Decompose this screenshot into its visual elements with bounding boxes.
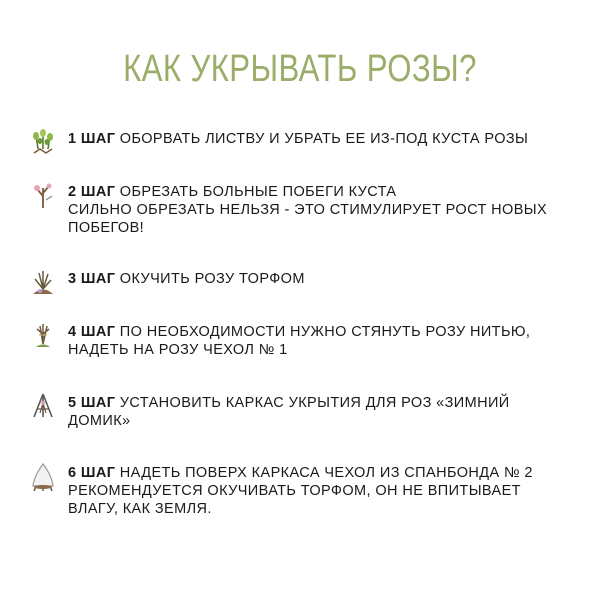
step-6 [30,464,575,518]
step-2-text [68,183,547,237]
step-4-text [68,323,530,359]
step-4-line-1-text: ПО НЕОБХОДИМОСТИ НУЖНО СТЯНУТЬ РОЗУ НИТЬЮ, [119,324,531,340]
spunbond-cover-icon [30,461,56,493]
step-5-line-1-text: УСТАНОВИТЬ КАРКАС УКРЫТИЯ ДЛЯ РОЗ «ЗИМНИЙ [119,395,510,411]
step-5-number: 5 ШАГ [68,395,116,411]
step-5 [30,394,575,430]
tied-rose-icon [30,320,56,350]
step-3 [30,270,575,297]
step-2-line-1-text: ОБРЕЗАТЬ БОЛЬНЫЕ ПОБЕГИ КУСТА [119,184,397,200]
step-6-line-3: ВЛАГУ, КАК ЗЕМЛЯ. [68,501,212,517]
step-4-line-1 [68,323,530,341]
frame-cover-icon [30,391,56,421]
pruned-branch-icon [30,180,56,210]
step-3-line-1: ОКУЧИТЬ РОЗУ ТОРФОМ [119,271,305,287]
step-1 [30,130,575,157]
step-1-line-1: ОБОРВАТЬ ЛИСТВУ И УБРАТЬ ЕЕ ИЗ-ПОД КУСТА РОЗЫ [119,131,529,147]
step-1-text [68,130,528,148]
step-4 [30,323,575,359]
step-6-number: 6 ШАГ [68,465,116,481]
step-6-line-1-text: НАДЕТЬ ПОВЕРХ КАРКАСА ЧЕХОЛ ИЗ СПАНБОНДА № 2 [119,465,533,481]
step-5-line-1 [68,394,510,412]
step-1-number: 1 ШАГ [68,131,116,147]
step-2-line-1 [68,183,547,201]
step-2-line-3: ПОБЕГОВ! [68,220,145,236]
step-4-line-2: НАДЕТЬ НА РОЗУ ЧЕХОЛ № 1 [68,342,288,358]
step-2 [30,183,575,237]
rose-leaves-icon [30,127,56,157]
step-4-number: 4 ШАГ [68,324,116,340]
step-2-line-2: СИЛЬНО ОБРЕЗАТЬ НЕЛЬЗЯ - ЭТО СТИМУЛИРУЕТ РОСТ НОВЫХ [68,202,548,218]
hilled-rose-icon [30,267,56,297]
step-3-text [68,270,305,288]
step-6-text [68,464,533,518]
step-2-number: 2 ШАГ [68,184,116,200]
page-title: КАК УКРЫВАТЬ РОЗЫ? [123,48,477,90]
step-5-line-2: ДОМИК» [68,413,131,429]
step-5-text [68,394,510,430]
step-3-number: 3 ШАГ [68,271,116,287]
step-6-line-2: РЕКОМЕНДУЕТСЯ ОКУЧИВАТЬ ТОРФОМ, ОН НЕ ВПИТЫВАЕТ [68,483,521,499]
step-6-line-1 [68,464,533,482]
